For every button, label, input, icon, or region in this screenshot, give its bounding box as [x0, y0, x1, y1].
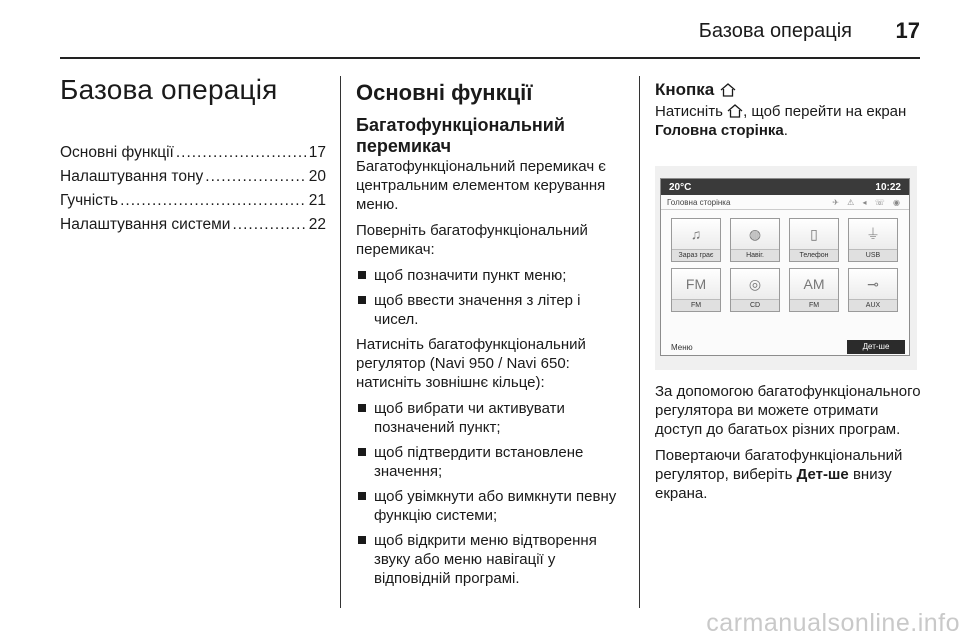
toc-leader: [232, 216, 306, 234]
select-more-paragraph: [655, 446, 925, 503]
screen-home-label: Головна сторінка: [667, 197, 731, 207]
select-more-bold: Дет-ше: [796, 466, 849, 483]
toc-item[interactable]: [60, 144, 326, 168]
access-paragraph: За допомогою багатофункціонального регулятора ви можете отримати доступ до багатьох різних програм.: [655, 383, 921, 438]
chapter-column: [60, 74, 326, 240]
list-item: щоб ввести значення з літер і чисел.: [356, 291, 626, 329]
running-head-title: Базова операція: [698, 20, 852, 42]
intro-paragraph: Багатофункціональний перемикач є центральним елементом керування меню.: [356, 158, 606, 213]
fm-icon: FM: [685, 276, 707, 292]
select-more-prefix: Повертаючи багатофункціональний регулятор, виберіть: [655, 447, 903, 483]
home-button-paragraph: [655, 102, 925, 140]
screen-title-bar: [661, 195, 909, 210]
page-number: 17: [895, 18, 920, 43]
toc-leader: [120, 192, 307, 210]
list-item: щоб відкрити меню відтворення звуку або меню навігації у відповідній програмі.: [356, 531, 626, 588]
screen-bottom-bar: [661, 339, 909, 355]
screen-status-icons: ✈ ⚠ ◂ ☏ ◉: [832, 197, 903, 207]
app-tile-aux[interactable]: [848, 268, 898, 312]
press-paragraph: Натисніть багатофункціональний регулятор (Navi 950 / Navi 650: натисніть зовнішнє кільце):: [356, 336, 586, 391]
am-icon: AM: [803, 276, 825, 292]
turn-bullet-list: [356, 266, 626, 329]
app-grid: [661, 210, 909, 312]
screen-illustration: [655, 166, 917, 370]
toc-item[interactable]: [60, 216, 326, 240]
tile-label: AUX: [849, 299, 897, 311]
app-tile-navigation[interactable]: [730, 218, 780, 262]
basic-functions-column: [356, 80, 626, 594]
button-section-title: [655, 80, 925, 100]
home-icon: [720, 83, 736, 97]
table-of-contents: [60, 144, 326, 240]
toc-item-page: 20: [308, 168, 326, 185]
cd-icon: ◎: [748, 275, 762, 292]
aux-icon: ⊸: [867, 275, 879, 292]
phone-icon: ▯: [810, 225, 818, 242]
list-item: щоб підтвердити встановлене значення;: [356, 443, 626, 481]
screen-temperature: 20°C: [669, 181, 692, 193]
app-tile-fm[interactable]: [671, 268, 721, 312]
tile-label: FM: [790, 299, 838, 311]
turn-paragraph: Поверніть багатофункціональний перемикач:: [356, 222, 588, 258]
toc-item[interactable]: [60, 168, 326, 192]
home-screen: [660, 178, 910, 356]
button-section-title-text: Кнопка: [655, 80, 715, 99]
usb-icon: ⏚: [866, 226, 880, 242]
screen-time: 10:22: [875, 181, 901, 193]
screen-more-button[interactable]: Дет-ше: [847, 340, 905, 354]
toc-leader: [176, 144, 307, 162]
toc-item-label: Налаштування системи: [60, 216, 231, 233]
navigation-globe-icon: ◍: [748, 225, 762, 242]
toc-item-page: 21: [308, 192, 326, 209]
tile-label: Навіг.: [731, 249, 779, 261]
site-watermark: carmanualsonline.info: [706, 609, 960, 637]
tile-label: Зараз грає: [672, 249, 720, 261]
screen-status-bar: [661, 179, 909, 195]
home-text-mid: , щоб перейти на екран: [743, 103, 907, 120]
tile-label: Телефон: [790, 249, 838, 261]
toc-item-page: 17: [308, 144, 326, 161]
tile-label: USB: [849, 249, 897, 261]
tile-label: CD: [731, 299, 779, 311]
toc-item-page: 22: [308, 216, 326, 233]
screen-menu-button[interactable]: Меню: [671, 342, 693, 352]
chapter-title: Базова операція: [60, 74, 278, 105]
list-item: щоб увімкнути або вимкнути певну функцію системи;: [356, 487, 626, 525]
home-icon: [727, 104, 743, 118]
app-tile-am[interactable]: [789, 268, 839, 312]
app-tile-now-playing[interactable]: [671, 218, 721, 262]
app-tile-usb[interactable]: [848, 218, 898, 262]
running-head: [60, 18, 920, 48]
column-divider-2: [639, 76, 640, 608]
toc-item-label: Основні функції: [60, 144, 174, 161]
app-tile-cd[interactable]: [730, 268, 780, 312]
toc-leader: [205, 168, 306, 186]
column-divider-1: [340, 76, 341, 608]
home-button-column: [655, 80, 925, 510]
list-item: щоб позначити пункт меню;: [356, 266, 626, 285]
section-title: Основні функції: [356, 80, 533, 105]
toc-item-label: Гучність: [60, 192, 119, 209]
select-more-end: внизу екрана.: [655, 466, 892, 502]
header-rule: [60, 57, 920, 59]
now-playing-icon: ♫: [690, 226, 702, 242]
press-bullet-list: [356, 399, 626, 588]
home-text-prefix: Натисніть: [655, 103, 723, 120]
tile-label: FM: [672, 299, 720, 311]
toc-item[interactable]: [60, 192, 326, 216]
app-tile-phone[interactable]: [789, 218, 839, 262]
home-text-end: .: [783, 122, 788, 139]
home-text-bold: Головна сторінка: [655, 122, 784, 139]
after-illustration-text: [655, 382, 925, 503]
toc-item-label: Налаштування тону: [60, 168, 204, 185]
subsection-title: Багатофункціональний перемикач: [356, 115, 565, 156]
list-item: щоб вибрати чи активувати позначений пункт;: [356, 399, 626, 437]
